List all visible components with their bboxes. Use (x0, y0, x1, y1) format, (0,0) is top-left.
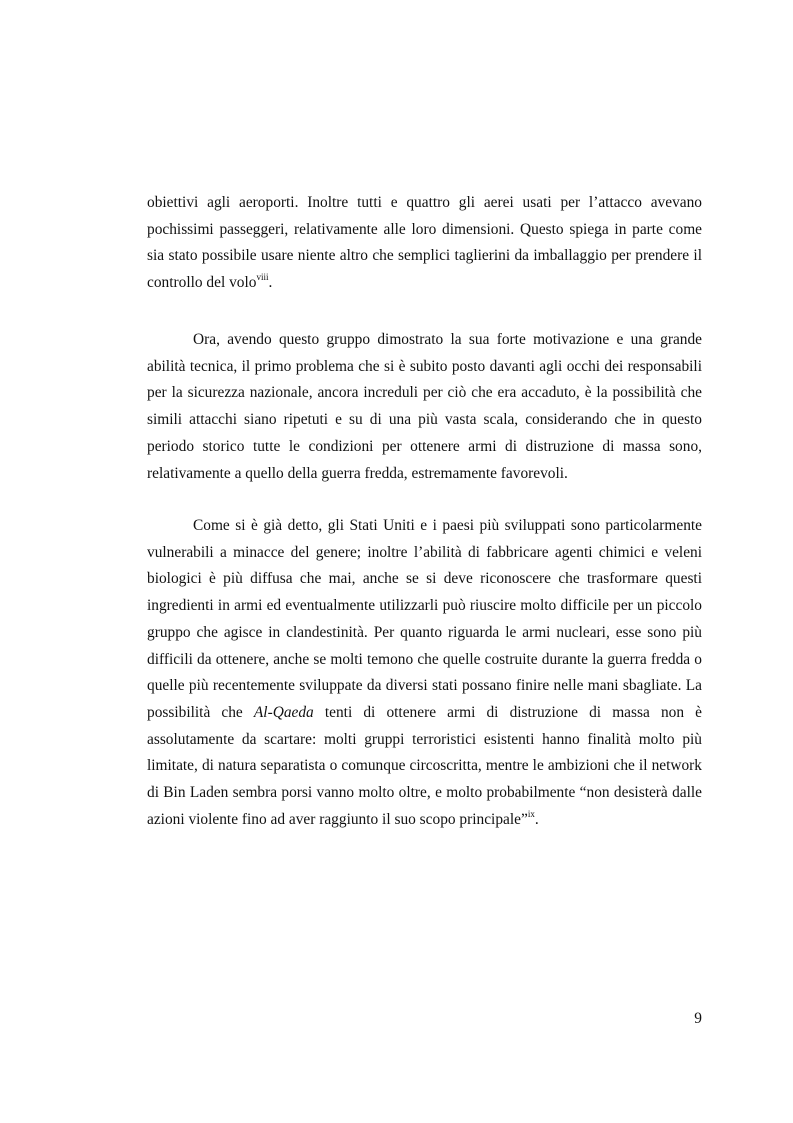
page-number: 9 (694, 1010, 702, 1027)
paragraph-1-text: obiettivi agli aeroporti. Inoltre tutti e quattro gli aerei usati per l’attacco avevano pochissimi passeggeri, relativamente alle loro dimensioni. Questo spiega in parte come sia stato possibile usare niente altro che semplici taglierini da imballaggio per prendere il controllo del volo (147, 194, 702, 292)
paragraph-1 (147, 190, 702, 297)
paragraph-3-text-start: Come si è già detto, gli Stati Uniti e i paesi più sviluppati sono particolarmente vulnerabili a minacce del genere; inoltre l’abilità di fabbricare agenti chimici e veleni biologici è più diffusa che mai, anche se si deve riconoscere che trasformare questi ingredienti in armi ed eventualmente utilizzarli può riuscire molto difficile per un piccolo gruppo che agisce in clandestinità. Per quanto riguarda le armi nucleari, esse sono più difficili da ottenere, anche se molti temono che quelle costruite durante la guerra fredda o quelle più recentemente sviluppate da diversi stati possano finire nelle mani sbagliate. La possibilità che (147, 517, 702, 721)
endnote-ref-ix[interactable]: ix (527, 808, 535, 819)
paragraph-1-end: . (268, 274, 273, 292)
italic-term-al-qaeda: Al-Qaeda (253, 703, 314, 721)
paragraph-3-period: . (534, 810, 539, 828)
paragraph-3-text-end: tenti di ottenere armi di distruzione di massa non è assolutamente da scartare: molti gruppi terroristici esistenti hanno finalità molto più limitate, di natura separatista o comunque circoscritta, mentre le ambizioni che il network di Bin Laden sembra porsi vanno molto oltre, e molto probabilmente “non desisterà dalle azioni violente fino ad aver raggiunto il suo scopo principale” (147, 703, 702, 828)
paragraph-3 (147, 513, 702, 833)
paragraph-2-text: Ora, avendo questo gruppo dimostrato la sua forte motivazione e una grande abilità tecnica, il primo problema che si è subito posto davanti agli occhi dei responsabili per la sicurezza nazionale, ancora increduli per ciò che era accaduto, è la possibilità che simili attacchi siano ripetuti e su di una più vasta scala, considerando che in questo periodo storico tutte le condizioni per ottenere armi di distruzione di massa sono, relativamente a quello della guerra fredda, estremamente favorevoli. (147, 331, 702, 482)
endnote-ref-viii[interactable]: viii (256, 271, 269, 282)
paragraph-2 (147, 327, 702, 487)
